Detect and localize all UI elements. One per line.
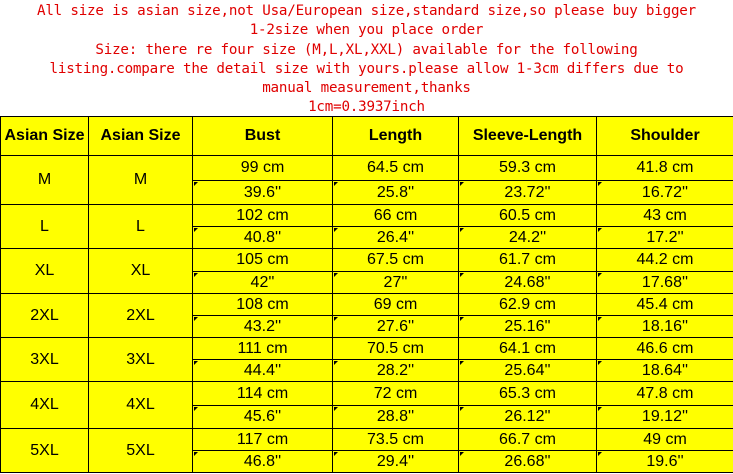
length-cm-cell: 73.5 cm <box>333 429 459 451</box>
notice-line: 1-2size when you place order <box>249 22 484 39</box>
sleeve-length-inch-cell: 26.68'' <box>459 451 597 473</box>
notice-line: Size: there re four size (M,L,XL,XXL) available for the following <box>95 41 638 58</box>
size-label: 2XL <box>1 294 89 338</box>
size-label: 2XL <box>89 294 193 338</box>
size-label: XL <box>89 249 193 294</box>
notice-line: listing.compare the detail size with yours.please allow 1-3cm differs due to <box>49 60 684 77</box>
shoulder-inch-cell: 19.12'' <box>597 406 733 429</box>
header-shoulder: Shoulder <box>597 117 733 156</box>
sleeve-length-inch-cell: 25.64'' <box>459 360 597 382</box>
sleeve-length-cm-cell: 66.7 cm <box>459 429 597 451</box>
size-label: M <box>1 156 89 205</box>
length-inch-cell: 28.8'' <box>333 406 459 429</box>
table-header-row <box>1 117 733 156</box>
header-length: Length <box>333 117 459 156</box>
size-label: 5XL <box>1 429 89 473</box>
sleeve-length-cm-cell: 64.1 cm <box>459 338 597 360</box>
table-row <box>1 294 733 316</box>
shoulder-inch-cell: 17.68'' <box>597 272 733 294</box>
sleeve-length-inch-cell: 26.12'' <box>459 406 597 429</box>
bust-inch-cell: 40.8'' <box>193 227 333 249</box>
length-cm-cell: 69 cm <box>333 294 459 316</box>
bust-inch-cell: 39.6'' <box>193 181 333 205</box>
shoulder-inch-cell: 16.72'' <box>597 181 733 205</box>
notice-line: 1cm=0.3937inch <box>308 99 425 116</box>
bust-inch-cell: 44.4'' <box>193 360 333 382</box>
table-row <box>1 205 733 227</box>
bust-cm-cell: 99 cm <box>193 156 333 181</box>
bust-cm-cell: 117 cm <box>193 429 333 451</box>
sleeve-length-inch-cell: 24.68'' <box>459 272 597 294</box>
length-cm-cell: 72 cm <box>333 382 459 406</box>
length-inch-cell: 27.6'' <box>333 316 459 338</box>
sleeve-length-cm-cell: 59.3 cm <box>459 156 597 181</box>
size-label: L <box>1 205 89 249</box>
shoulder-cm-cell: 44.2 cm <box>597 249 733 272</box>
size-label: XL <box>1 249 89 294</box>
table-row <box>1 249 733 272</box>
shoulder-inch-cell: 19.6'' <box>597 451 733 473</box>
bust-inch-cell: 43.2'' <box>193 316 333 338</box>
bust-cm-cell: 114 cm <box>193 382 333 406</box>
table-row <box>1 338 733 360</box>
size-label: 3XL <box>89 338 193 382</box>
sleeve-length-cm-cell: 65.3 cm <box>459 382 597 406</box>
header-sleeve-length: Sleeve-Length <box>459 117 597 156</box>
table-row <box>1 156 733 181</box>
shoulder-inch-cell: 18.16'' <box>597 316 733 338</box>
notice-line: All size is asian size,not Usa/European size,standard size,so please buy bigger <box>37 3 696 19</box>
shoulder-cm-cell: 43 cm <box>597 205 733 227</box>
shoulder-cm-cell: 41.8 cm <box>597 156 733 181</box>
length-cm-cell: 66 cm <box>333 205 459 227</box>
length-inch-cell: 29.4'' <box>333 451 459 473</box>
size-label: 5XL <box>89 429 193 473</box>
size-label: 4XL <box>89 382 193 429</box>
bust-cm-cell: 105 cm <box>193 249 333 272</box>
bust-inch-cell: 42'' <box>193 272 333 294</box>
table-row <box>1 429 733 451</box>
size-label: M <box>89 156 193 205</box>
bust-cm-cell: 102 cm <box>193 205 333 227</box>
shoulder-inch-cell: 18.64'' <box>597 360 733 382</box>
bust-cm-cell: 108 cm <box>193 294 333 316</box>
length-cm-cell: 64.5 cm <box>333 156 459 181</box>
length-inch-cell: 28.2'' <box>333 360 459 382</box>
sleeve-length-cm-cell: 60.5 cm <box>459 205 597 227</box>
bust-inch-cell: 45.6'' <box>193 406 333 429</box>
sleeve-length-inch-cell: 24.2'' <box>459 227 597 249</box>
length-cm-cell: 70.5 cm <box>333 338 459 360</box>
sleeve-length-cm-cell: 61.7 cm <box>459 249 597 272</box>
shoulder-cm-cell: 49 cm <box>597 429 733 451</box>
length-inch-cell: 26.4'' <box>333 227 459 249</box>
header-bust: Bust <box>193 117 333 156</box>
bust-inch-cell: 46.8'' <box>193 451 333 473</box>
header-asian-size: Asian Size <box>89 117 193 156</box>
sleeve-length-inch-cell: 23.72'' <box>459 181 597 205</box>
size-chart-table <box>0 116 733 473</box>
length-cm-cell: 67.5 cm <box>333 249 459 272</box>
shoulder-cm-cell: 47.8 cm <box>597 382 733 406</box>
header-asian-size: Asian Size <box>1 117 89 156</box>
shoulder-inch-cell: 17.2'' <box>597 227 733 249</box>
notice-line: manual measurement,thanks <box>262 80 471 97</box>
sleeve-length-inch-cell: 25.16'' <box>459 316 597 338</box>
length-inch-cell: 25.8'' <box>333 181 459 205</box>
shoulder-cm-cell: 45.4 cm <box>597 294 733 316</box>
size-notice <box>0 0 733 116</box>
size-label: L <box>89 205 193 249</box>
size-label: 4XL <box>1 382 89 429</box>
size-label: 3XL <box>1 338 89 382</box>
shoulder-cm-cell: 46.6 cm <box>597 338 733 360</box>
table-row <box>1 382 733 406</box>
length-inch-cell: 27'' <box>333 272 459 294</box>
bust-cm-cell: 111 cm <box>193 338 333 360</box>
sleeve-length-cm-cell: 62.9 cm <box>459 294 597 316</box>
